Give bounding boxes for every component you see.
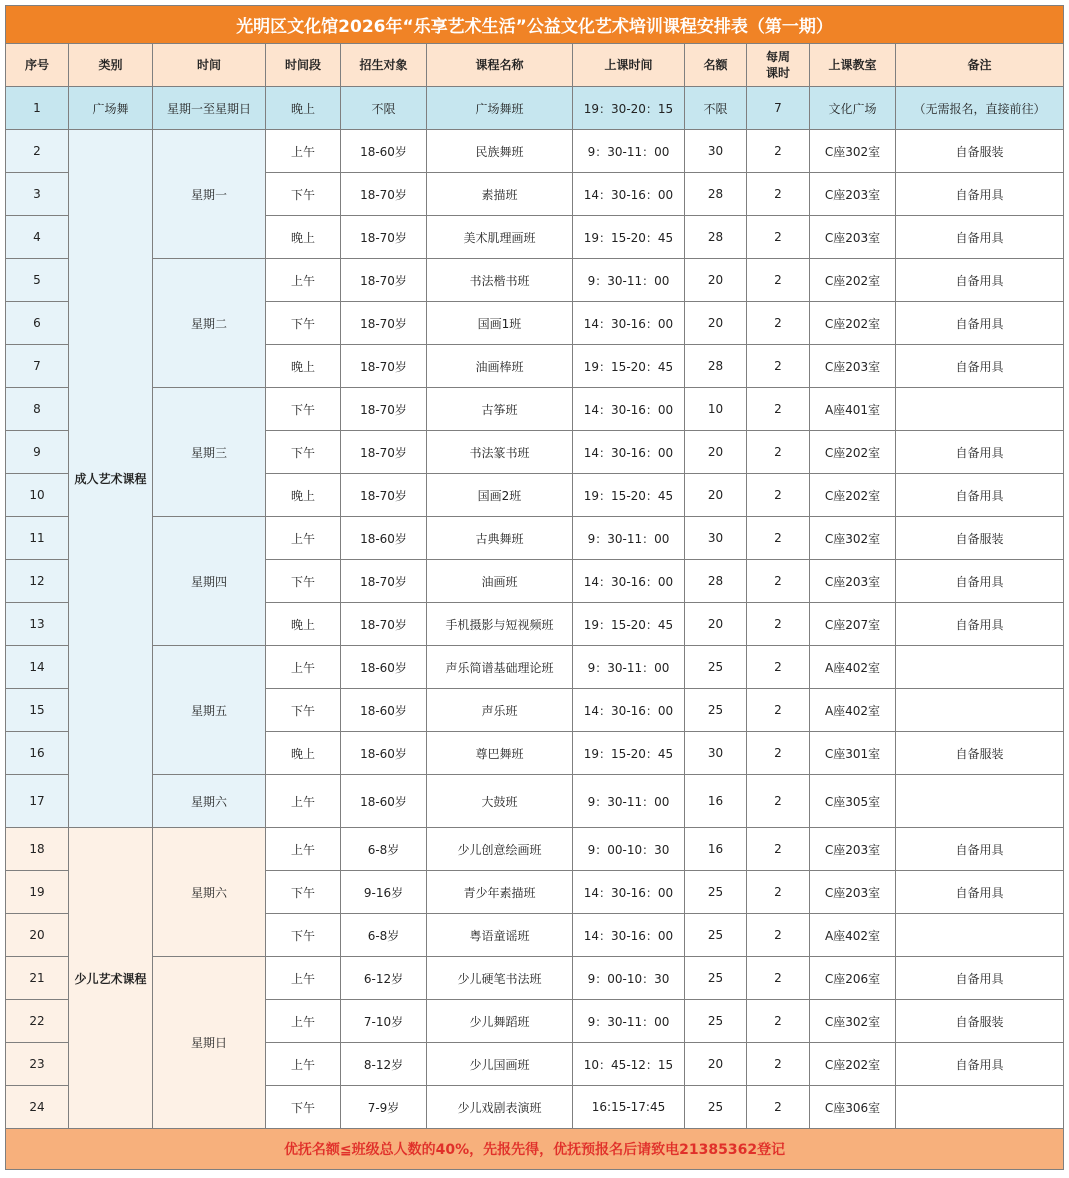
target-cell: 18-70岁 bbox=[341, 431, 427, 474]
day-cell: 星期一至星期日 bbox=[153, 87, 266, 130]
classroom: A座401室 bbox=[810, 388, 896, 431]
course-name: 声乐班 bbox=[427, 689, 573, 732]
period-cell: 下午 bbox=[266, 1086, 341, 1129]
course-name: 民族舞班 bbox=[427, 130, 573, 173]
period-cell: 上午 bbox=[266, 646, 341, 689]
quota-cell: 25 bbox=[685, 914, 747, 957]
quota-cell: 16 bbox=[685, 775, 747, 828]
classroom: C座206室 bbox=[810, 957, 896, 1000]
class-time: 19：15-20：45 bbox=[573, 345, 685, 388]
class-time: 14：30-16：00 bbox=[573, 302, 685, 345]
quota-cell: 16 bbox=[685, 828, 747, 871]
note-cell: 自备用具 bbox=[896, 828, 1064, 871]
weekly-hours: 2 bbox=[747, 603, 810, 646]
table-row bbox=[6, 957, 1064, 1000]
target-cell: 不限 bbox=[341, 87, 427, 130]
course-name: 青少年素描班 bbox=[427, 871, 573, 914]
classroom: C座203室 bbox=[810, 828, 896, 871]
class-time: 9：30-11：00 bbox=[573, 517, 685, 560]
target-cell: 18-60岁 bbox=[341, 775, 427, 828]
target-cell: 7-9岁 bbox=[341, 1086, 427, 1129]
schedule-table bbox=[5, 5, 1064, 1170]
classroom: C座202室 bbox=[810, 259, 896, 302]
table-row bbox=[6, 646, 1064, 689]
row-number: 11 bbox=[6, 517, 69, 560]
day-cell: 星期日 bbox=[153, 957, 266, 1129]
quota-cell: 28 bbox=[685, 345, 747, 388]
header-quota: 名额 bbox=[685, 44, 747, 87]
quota-cell: 20 bbox=[685, 1043, 747, 1086]
classroom: C座203室 bbox=[810, 216, 896, 259]
period-cell: 晚上 bbox=[266, 732, 341, 775]
header-note: 备注 bbox=[896, 44, 1064, 87]
weekly-hours: 2 bbox=[747, 957, 810, 1000]
class-time: 9：00-10：30 bbox=[573, 828, 685, 871]
target-cell: 18-70岁 bbox=[341, 173, 427, 216]
quota-cell: 28 bbox=[685, 173, 747, 216]
classroom: C座305室 bbox=[810, 775, 896, 828]
target-cell: 6-12岁 bbox=[341, 957, 427, 1000]
weekly-hours: 2 bbox=[747, 871, 810, 914]
target-cell: 18-60岁 bbox=[341, 732, 427, 775]
header-category: 类别 bbox=[69, 44, 153, 87]
row-number: 12 bbox=[6, 560, 69, 603]
period-cell: 上午 bbox=[266, 1043, 341, 1086]
target-cell: 6-8岁 bbox=[341, 914, 427, 957]
day-cell: 星期二 bbox=[153, 259, 266, 388]
weekly-hours: 2 bbox=[747, 431, 810, 474]
classroom: A座402室 bbox=[810, 914, 896, 957]
table-row bbox=[6, 828, 1064, 871]
period-cell: 上午 bbox=[266, 517, 341, 560]
weekly-hours: 2 bbox=[747, 1086, 810, 1129]
note-cell: （无需报名，直接前往） bbox=[896, 87, 1064, 130]
class-time: 10：45-12：15 bbox=[573, 1043, 685, 1086]
course-name: 国画2班 bbox=[427, 474, 573, 517]
period-cell: 上午 bbox=[266, 775, 341, 828]
note-cell: 自备用具 bbox=[896, 302, 1064, 345]
row-number: 6 bbox=[6, 302, 69, 345]
weekly-hours: 2 bbox=[747, 345, 810, 388]
classroom: C座202室 bbox=[810, 431, 896, 474]
note-cell bbox=[896, 689, 1064, 732]
category-cell: 成人艺术课程 bbox=[69, 130, 153, 828]
classroom: C座202室 bbox=[810, 474, 896, 517]
weekly-hours: 2 bbox=[747, 388, 810, 431]
day-cell: 星期六 bbox=[153, 775, 266, 828]
row-number: 20 bbox=[6, 914, 69, 957]
class-time: 9：30-11：00 bbox=[573, 775, 685, 828]
weekly-hours: 2 bbox=[747, 828, 810, 871]
quota-cell: 10 bbox=[685, 388, 747, 431]
classroom: A座402室 bbox=[810, 646, 896, 689]
row-number: 18 bbox=[6, 828, 69, 871]
header-row bbox=[6, 44, 1064, 87]
target-cell: 18-70岁 bbox=[341, 259, 427, 302]
weekly-hours: 2 bbox=[747, 302, 810, 345]
note-cell: 自备用具 bbox=[896, 1043, 1064, 1086]
class-time: 14：30-16：00 bbox=[573, 173, 685, 216]
weekly-hours: 2 bbox=[747, 474, 810, 517]
classroom: C座302室 bbox=[810, 130, 896, 173]
class-time: 16:15-17:45 bbox=[573, 1086, 685, 1129]
course-name: 手机摄影与短视频班 bbox=[427, 603, 573, 646]
course-name: 书法篆书班 bbox=[427, 431, 573, 474]
row-number: 13 bbox=[6, 603, 69, 646]
course-name: 国画1班 bbox=[427, 302, 573, 345]
category-cell: 少儿艺术课程 bbox=[69, 828, 153, 1129]
class-time: 19：15-20：45 bbox=[573, 216, 685, 259]
note-cell: 自备用具 bbox=[896, 216, 1064, 259]
class-time: 14：30-16：00 bbox=[573, 560, 685, 603]
classroom: C座203室 bbox=[810, 871, 896, 914]
note-cell bbox=[896, 388, 1064, 431]
day-cell: 星期四 bbox=[153, 517, 266, 646]
weekly-hours: 2 bbox=[747, 259, 810, 302]
weekly-hours: 2 bbox=[747, 130, 810, 173]
period-cell: 上午 bbox=[266, 130, 341, 173]
classroom: C座302室 bbox=[810, 1000, 896, 1043]
weekly-hours: 2 bbox=[747, 646, 810, 689]
row-number: 4 bbox=[6, 216, 69, 259]
period-cell: 下午 bbox=[266, 560, 341, 603]
note-cell: 自备用具 bbox=[896, 560, 1064, 603]
quota-cell: 25 bbox=[685, 689, 747, 732]
day-cell: 星期三 bbox=[153, 388, 266, 517]
row-number: 19 bbox=[6, 871, 69, 914]
class-time: 9：30-11：00 bbox=[573, 259, 685, 302]
period-cell: 下午 bbox=[266, 689, 341, 732]
row-number: 9 bbox=[6, 431, 69, 474]
quota-cell: 不限 bbox=[685, 87, 747, 130]
weekly-hours: 7 bbox=[747, 87, 810, 130]
course-name: 少儿舞蹈班 bbox=[427, 1000, 573, 1043]
quota-cell: 20 bbox=[685, 259, 747, 302]
class-time: 14：30-16：00 bbox=[573, 431, 685, 474]
note-cell bbox=[896, 1086, 1064, 1129]
quota-cell: 20 bbox=[685, 603, 747, 646]
class-time: 19：15-20：45 bbox=[573, 474, 685, 517]
quota-cell: 25 bbox=[685, 1000, 747, 1043]
weekly-hours: 2 bbox=[747, 914, 810, 957]
course-name: 书法楷书班 bbox=[427, 259, 573, 302]
period-cell: 下午 bbox=[266, 302, 341, 345]
footer-row bbox=[6, 1129, 1064, 1170]
quota-cell: 25 bbox=[685, 1086, 747, 1129]
note-cell: 自备服装 bbox=[896, 1000, 1064, 1043]
note-cell: 自备用具 bbox=[896, 474, 1064, 517]
table-row bbox=[6, 87, 1064, 130]
classroom: C座202室 bbox=[810, 302, 896, 345]
quota-cell: 25 bbox=[685, 646, 747, 689]
note-cell bbox=[896, 775, 1064, 828]
classroom: C座202室 bbox=[810, 1043, 896, 1086]
course-name: 油画棒班 bbox=[427, 345, 573, 388]
classroom: C座203室 bbox=[810, 345, 896, 388]
class-time: 9：30-11：00 bbox=[573, 130, 685, 173]
note-cell: 自备用具 bbox=[896, 603, 1064, 646]
quota-cell: 28 bbox=[685, 216, 747, 259]
header-period: 时间段 bbox=[266, 44, 341, 87]
quota-cell: 25 bbox=[685, 957, 747, 1000]
quota-cell: 30 bbox=[685, 517, 747, 560]
target-cell: 18-70岁 bbox=[341, 474, 427, 517]
page-title: 光明区文化馆2026年“乐享艺术生活”公益文化艺术培训课程安排表（第一期） bbox=[6, 6, 1064, 44]
row-number: 3 bbox=[6, 173, 69, 216]
row-number: 15 bbox=[6, 689, 69, 732]
day-cell: 星期五 bbox=[153, 646, 266, 775]
period-cell: 上午 bbox=[266, 1000, 341, 1043]
classroom: C座203室 bbox=[810, 560, 896, 603]
weekly-hours: 2 bbox=[747, 216, 810, 259]
class-time: 14：30-16：00 bbox=[573, 388, 685, 431]
note-cell: 自备用具 bbox=[896, 259, 1064, 302]
period-cell: 晚上 bbox=[266, 216, 341, 259]
course-name: 古典舞班 bbox=[427, 517, 573, 560]
table-row bbox=[6, 388, 1064, 431]
weekly-hours: 2 bbox=[747, 1043, 810, 1086]
note-cell: 自备用具 bbox=[896, 173, 1064, 216]
note-cell: 自备用具 bbox=[896, 345, 1064, 388]
period-cell: 下午 bbox=[266, 431, 341, 474]
note-cell: 自备用具 bbox=[896, 957, 1064, 1000]
period-cell: 下午 bbox=[266, 871, 341, 914]
header-target: 招生对象 bbox=[341, 44, 427, 87]
weekly-hours: 2 bbox=[747, 775, 810, 828]
header-no: 序号 bbox=[6, 44, 69, 87]
target-cell: 6-8岁 bbox=[341, 828, 427, 871]
class-time: 14：30-16：00 bbox=[573, 689, 685, 732]
target-cell: 18-70岁 bbox=[341, 216, 427, 259]
period-cell: 晚上 bbox=[266, 87, 341, 130]
header-course: 课程名称 bbox=[427, 44, 573, 87]
period-cell: 下午 bbox=[266, 914, 341, 957]
quota-cell: 20 bbox=[685, 474, 747, 517]
period-cell: 晚上 bbox=[266, 345, 341, 388]
period-cell: 上午 bbox=[266, 828, 341, 871]
target-cell: 18-60岁 bbox=[341, 517, 427, 560]
table-row bbox=[6, 517, 1064, 560]
period-cell: 下午 bbox=[266, 388, 341, 431]
class-time: 9：30-11：00 bbox=[573, 1000, 685, 1043]
weekly-hours: 2 bbox=[747, 517, 810, 560]
classroom: C座306室 bbox=[810, 1086, 896, 1129]
weekly-hours: 2 bbox=[747, 689, 810, 732]
target-cell: 18-70岁 bbox=[341, 388, 427, 431]
quota-cell: 20 bbox=[685, 302, 747, 345]
footer-note: 优抚名额≦班级总人数的40%，先报先得，优抚预报名后请致电21385362登记 bbox=[6, 1129, 1064, 1170]
course-name: 尊巴舞班 bbox=[427, 732, 573, 775]
day-cell: 星期一 bbox=[153, 130, 266, 259]
row-number: 7 bbox=[6, 345, 69, 388]
weekly-hours: 2 bbox=[747, 560, 810, 603]
classroom: 文化广场 bbox=[810, 87, 896, 130]
course-name: 少儿创意绘画班 bbox=[427, 828, 573, 871]
target-cell: 7-10岁 bbox=[341, 1000, 427, 1043]
classroom: C座207室 bbox=[810, 603, 896, 646]
table-row bbox=[6, 130, 1064, 173]
course-name: 美术肌理画班 bbox=[427, 216, 573, 259]
row-number: 17 bbox=[6, 775, 69, 828]
period-cell: 晚上 bbox=[266, 603, 341, 646]
target-cell: 9-16岁 bbox=[341, 871, 427, 914]
target-cell: 18-70岁 bbox=[341, 302, 427, 345]
note-cell: 自备服装 bbox=[896, 130, 1064, 173]
course-name: 大鼓班 bbox=[427, 775, 573, 828]
classroom: A座402室 bbox=[810, 689, 896, 732]
row-number: 24 bbox=[6, 1086, 69, 1129]
header-room: 上课教室 bbox=[810, 44, 896, 87]
target-cell: 18-60岁 bbox=[341, 689, 427, 732]
course-name: 少儿硬笔书法班 bbox=[427, 957, 573, 1000]
quota-cell: 30 bbox=[685, 130, 747, 173]
row-number: 23 bbox=[6, 1043, 69, 1086]
period-cell: 上午 bbox=[266, 957, 341, 1000]
target-cell: 18-70岁 bbox=[341, 603, 427, 646]
target-cell: 18-60岁 bbox=[341, 130, 427, 173]
row-number: 2 bbox=[6, 130, 69, 173]
row-number: 16 bbox=[6, 732, 69, 775]
row-number: 22 bbox=[6, 1000, 69, 1043]
row-number: 14 bbox=[6, 646, 69, 689]
header-day: 时间 bbox=[153, 44, 266, 87]
course-name: 少儿戏剧表演班 bbox=[427, 1086, 573, 1129]
header-time: 上课时间 bbox=[573, 44, 685, 87]
class-time: 19：15-20：45 bbox=[573, 732, 685, 775]
weekly-hours: 2 bbox=[747, 1000, 810, 1043]
course-name: 少儿国画班 bbox=[427, 1043, 573, 1086]
quota-cell: 28 bbox=[685, 560, 747, 603]
note-cell: 自备用具 bbox=[896, 871, 1064, 914]
row-number: 10 bbox=[6, 474, 69, 517]
class-time: 9：30-11：00 bbox=[573, 646, 685, 689]
note-cell bbox=[896, 914, 1064, 957]
header-hours bbox=[747, 44, 810, 87]
table-row bbox=[6, 259, 1064, 302]
row-number: 21 bbox=[6, 957, 69, 1000]
row-number: 5 bbox=[6, 259, 69, 302]
period-cell: 下午 bbox=[266, 173, 341, 216]
row-number: 8 bbox=[6, 388, 69, 431]
course-name: 声乐简谱基础理论班 bbox=[427, 646, 573, 689]
classroom: C座203室 bbox=[810, 173, 896, 216]
row-number: 1 bbox=[6, 87, 69, 130]
header-hours-text: 每周课时 bbox=[765, 50, 790, 80]
note-cell: 自备用具 bbox=[896, 431, 1064, 474]
period-cell: 晚上 bbox=[266, 474, 341, 517]
period-cell: 上午 bbox=[266, 259, 341, 302]
course-name: 粤语童谣班 bbox=[427, 914, 573, 957]
quota-cell: 25 bbox=[685, 871, 747, 914]
target-cell: 18-70岁 bbox=[341, 560, 427, 603]
note-cell bbox=[896, 646, 1064, 689]
classroom: C座301室 bbox=[810, 732, 896, 775]
day-cell: 星期六 bbox=[153, 828, 266, 957]
class-time: 19：30-20：15 bbox=[573, 87, 685, 130]
course-name: 广场舞班 bbox=[427, 87, 573, 130]
course-name: 素描班 bbox=[427, 173, 573, 216]
quota-cell: 30 bbox=[685, 732, 747, 775]
weekly-hours: 2 bbox=[747, 732, 810, 775]
course-name: 油画班 bbox=[427, 560, 573, 603]
target-cell: 8-12岁 bbox=[341, 1043, 427, 1086]
quota-cell: 20 bbox=[685, 431, 747, 474]
course-name: 古筝班 bbox=[427, 388, 573, 431]
note-cell: 自备服装 bbox=[896, 517, 1064, 560]
class-time: 14：30-16：00 bbox=[573, 914, 685, 957]
target-cell: 18-60岁 bbox=[341, 646, 427, 689]
classroom: C座302室 bbox=[810, 517, 896, 560]
class-time: 9：00-10：30 bbox=[573, 957, 685, 1000]
table-row bbox=[6, 775, 1064, 828]
target-cell: 18-70岁 bbox=[341, 345, 427, 388]
note-cell: 自备服装 bbox=[896, 732, 1064, 775]
schedule-sheet bbox=[5, 5, 1064, 1170]
category-cell: 广场舞 bbox=[69, 87, 153, 130]
weekly-hours: 2 bbox=[747, 173, 810, 216]
class-time: 19：15-20：45 bbox=[573, 603, 685, 646]
class-time: 14：30-16：00 bbox=[573, 871, 685, 914]
